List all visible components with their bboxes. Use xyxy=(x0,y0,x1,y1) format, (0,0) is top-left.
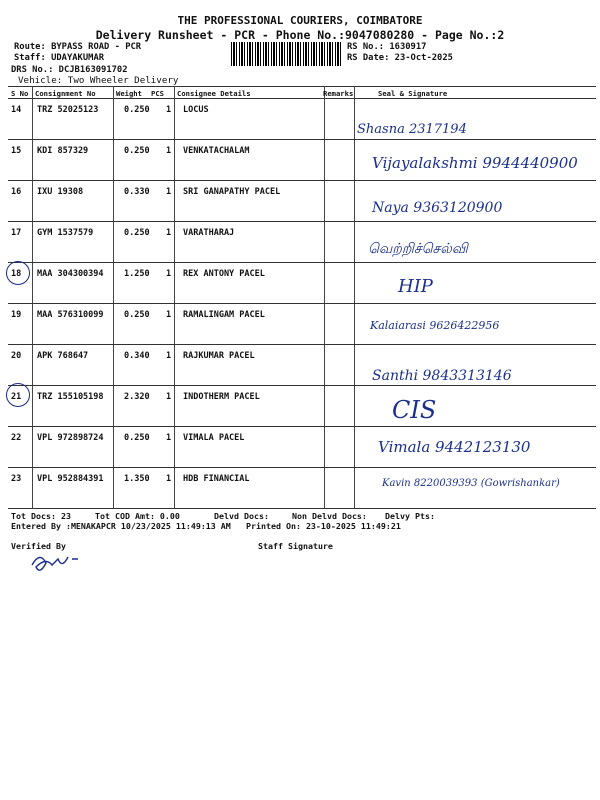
cell-consignee: VARATHARAJ xyxy=(183,228,235,238)
cell-consignee: VENKATACHALAM xyxy=(183,146,250,156)
cell-weight: 0.330 xyxy=(124,187,150,197)
cell-sno: 21 xyxy=(11,392,22,402)
cell-consignment-no: TRZ 155105198 xyxy=(37,392,104,402)
cell-weight: 0.340 xyxy=(124,351,150,361)
cell-weight: 1.350 xyxy=(124,474,150,484)
col-consignment: Consignment No xyxy=(35,89,96,98)
cell-consignment-no: VPL 952884391 xyxy=(37,474,104,484)
cell-sno: 23 xyxy=(11,474,22,484)
cell-weight: 0.250 xyxy=(124,433,150,443)
cell-consignee: VIMALA PACEL xyxy=(183,433,245,443)
cell-consignment-no: MAA 304300394 xyxy=(37,269,104,279)
signature-row-22: Vimala 9442123130 xyxy=(378,438,531,456)
cell-pcs: 1 xyxy=(166,392,172,402)
delivered-docs: Delvd Docs: xyxy=(214,511,269,521)
cell-consignment-no: TRZ 52025123 xyxy=(37,105,99,115)
signature-row-19: Kalaiarasi 9626422956 xyxy=(370,319,500,332)
rs-number: RS No.: 1630917 xyxy=(347,42,427,52)
cell-sno: 15 xyxy=(11,146,22,156)
cell-consignee: REX ANTONY PACEL xyxy=(183,269,265,279)
cell-pcs: 1 xyxy=(166,187,172,197)
cell-sno: 20 xyxy=(11,351,22,361)
cell-consignment-no: VPL 972898724 xyxy=(37,433,104,443)
signature-row-18: HIP xyxy=(398,276,433,297)
col-pcs: PCS xyxy=(151,89,164,98)
signature-row-17: வெற்றிச்செல்வி xyxy=(368,241,468,257)
cell-sno: 14 xyxy=(11,105,22,115)
cell-pcs: 1 xyxy=(166,310,172,320)
cell-sno: 18 xyxy=(11,269,22,279)
signature-row-21: CIS xyxy=(392,396,437,424)
cell-weight: 0.250 xyxy=(124,310,150,320)
cell-weight: 0.250 xyxy=(124,146,150,156)
total-cod-amount: Tot COD Amt: 0.00 xyxy=(95,511,180,521)
cell-sno: 16 xyxy=(11,187,22,197)
cell-pcs: 1 xyxy=(166,146,172,156)
cell-consignment-no: MAA 576310099 xyxy=(37,310,104,320)
col-remarks: Remarks xyxy=(323,89,354,98)
cell-sno: 19 xyxy=(11,310,22,320)
cell-consignee: SRI GANAPATHY PACEL xyxy=(183,187,281,197)
drs-number: DRS No.: DCJB163091702 xyxy=(11,65,128,75)
staff-signature-label: Staff Signature xyxy=(258,541,333,551)
cell-consignee: LOCUS xyxy=(183,105,209,115)
signature-row-16: Naya 9363120900 xyxy=(372,200,503,216)
col-consignee: Consignee Details xyxy=(177,89,251,98)
delivery-points: Delvy Pts: xyxy=(385,511,435,521)
verified-by-label: Verified By xyxy=(11,541,66,551)
staff-label: Staff: UDAYAKUMAR xyxy=(14,53,105,63)
route-label: Route: BYPASS ROAD - PCR xyxy=(14,42,142,52)
printed-on: Printed On: 23-10-2025 11:49:21 xyxy=(246,521,401,531)
runsheet-title: Delivery Runsheet - PCR - Phone No.:9047080280 - Page No.:2 xyxy=(95,28,505,42)
col-sno: S No xyxy=(11,89,29,98)
cell-weight: 1.250 xyxy=(124,269,150,279)
entered-by: Entered By :MENAKAPCR 10/23/2025 11:49:13 AM xyxy=(11,521,231,531)
signature-row-14: Shasna 2317194 xyxy=(357,122,467,137)
cell-weight: 0.250 xyxy=(124,228,150,238)
rs-date: RS Date: 23-Oct-2025 xyxy=(347,53,453,63)
cell-consignee: RAJKUMAR PACEL xyxy=(183,351,255,361)
vehicle-label: Vehicle: Two Wheeler Delivery xyxy=(18,75,179,86)
cell-sno: 17 xyxy=(11,228,22,238)
col-weight: Weight xyxy=(116,89,142,98)
cell-weight: 2.320 xyxy=(124,392,150,402)
company-name: THE PROFESSIONAL COURIERS, COIMBATORE xyxy=(177,14,423,27)
cell-sno: 22 xyxy=(11,433,22,443)
cell-consignee: RAMALINGAM PACEL xyxy=(183,310,265,320)
non-delivered-docs: Non Delvd Docs: xyxy=(292,511,367,521)
cell-pcs: 1 xyxy=(166,351,172,361)
total-docs: Tot Docs: 23 xyxy=(11,511,71,521)
cell-pcs: 1 xyxy=(166,228,172,238)
cell-pcs: 1 xyxy=(166,474,172,484)
signature-row-15: Vijayalakshmi 9944440900 xyxy=(372,154,578,172)
verified-by-signature xyxy=(32,557,78,570)
cell-consignment-no: GYM 1537579 xyxy=(37,228,94,238)
cell-consignment-no: KDI 857329 xyxy=(37,146,89,156)
cell-weight: 0.250 xyxy=(124,105,150,115)
cell-consignee: HDB FINANCIAL xyxy=(183,474,250,484)
cell-pcs: 1 xyxy=(166,433,172,443)
cell-pcs: 1 xyxy=(166,269,172,279)
cell-pcs: 1 xyxy=(166,105,172,115)
cell-consignment-no: IXU 19308 xyxy=(37,187,84,197)
signature-row-23: Kavin 8220039393 (Gowrishankar) xyxy=(382,478,560,489)
cell-consignee: INDOTHERM PACEL xyxy=(183,392,260,402)
col-seal-signature: Seal & Signature xyxy=(378,89,448,98)
signature-row-20: Santhi 9843313146 xyxy=(372,368,512,384)
cell-consignment-no: APK 768647 xyxy=(37,351,89,361)
